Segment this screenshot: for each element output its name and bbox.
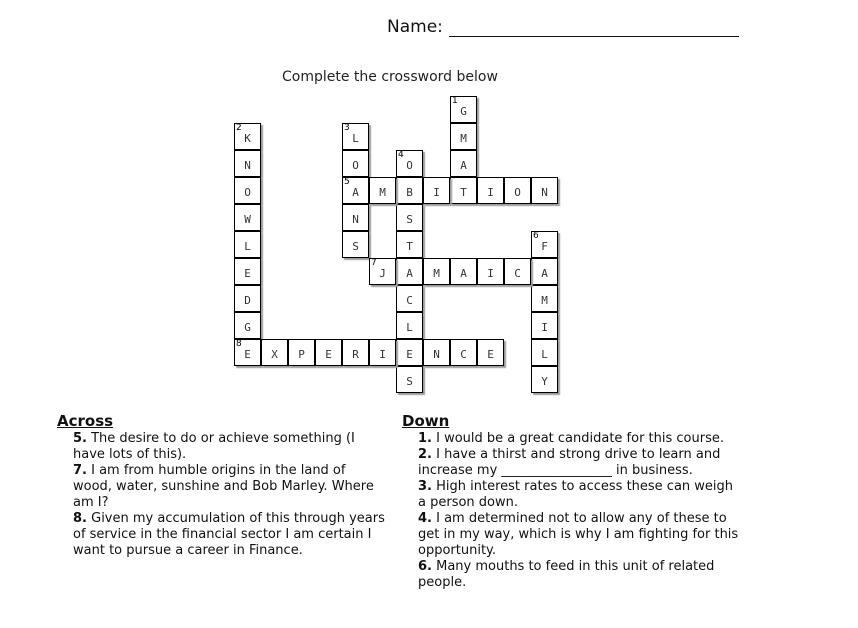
cell-letter: L	[406, 321, 413, 334]
clue-number-label: 4	[398, 150, 404, 160]
cell-letter: N	[433, 348, 440, 361]
crossword-cell[interactable]	[531, 231, 558, 258]
crossword-cell[interactable]	[234, 204, 261, 231]
cell-letter: A	[460, 267, 467, 280]
down-heading: Down	[402, 412, 450, 430]
crossword-cell[interactable]	[423, 177, 450, 204]
crossword-cell[interactable]	[342, 177, 369, 204]
crossword-cell[interactable]	[342, 150, 369, 177]
crossword-cell[interactable]	[450, 123, 477, 150]
clue-number-label: 3	[344, 123, 350, 133]
cell-letter: P	[298, 348, 305, 361]
clue-text: Many mouths to feed in this unit of related people.	[418, 559, 715, 590]
clue-number: 2.	[418, 447, 432, 462]
cell-letter: F	[541, 240, 548, 253]
crossword-cell[interactable]	[234, 285, 261, 312]
cell-letter: M	[433, 267, 440, 280]
cell-letter: E	[406, 348, 413, 361]
crossword-cell[interactable]	[234, 231, 261, 258]
cell-letter: M	[541, 294, 548, 307]
crossword-cell[interactable]	[531, 339, 558, 366]
clue-text: I would be a great candidate for this course.	[431, 431, 725, 446]
crossword-cell[interactable]	[261, 339, 288, 366]
crossword-cell[interactable]	[531, 258, 558, 285]
instructions: Complete the crossword below	[282, 69, 498, 85]
cell-letter: A	[406, 267, 413, 280]
cell-letter: T	[406, 240, 413, 253]
clue-number: 4.	[418, 511, 432, 526]
cell-letter: I	[379, 348, 386, 361]
clue-number: 6.	[418, 559, 432, 574]
cell-letter: W	[244, 213, 251, 226]
clue-number-label: 6	[533, 231, 539, 241]
cell-letter: E	[244, 348, 251, 361]
clue-number: 1.	[418, 431, 432, 446]
clue-across-7	[57, 463, 387, 511]
cell-letter: M	[460, 132, 467, 145]
cell-letter: E	[487, 348, 494, 361]
crossword-cell[interactable]	[423, 258, 450, 285]
cell-letter: O	[514, 186, 521, 199]
cell-letter: N	[244, 159, 251, 172]
crossword-cell[interactable]	[234, 123, 261, 150]
clue-number: 8.	[73, 511, 87, 526]
crossword-cell[interactable]	[342, 231, 369, 258]
clue-number-label: 7	[371, 258, 377, 268]
cell-letter: J	[379, 267, 386, 280]
cell-letter: S	[406, 213, 413, 226]
clue-number-label: 5	[344, 177, 350, 187]
clue-number: 3.	[418, 479, 432, 494]
cell-letter: L	[244, 240, 251, 253]
clue-number-label: 8	[236, 339, 242, 349]
cell-letter: E	[325, 348, 332, 361]
clue-text: I am from humble origins in the land of wood, water, sunshine and Bob Marley. Where am I?	[73, 463, 374, 510]
cell-letter: O	[244, 186, 251, 199]
crossword-cell[interactable]	[369, 339, 396, 366]
crossword-cell[interactable]	[315, 339, 342, 366]
crossword-cell[interactable]	[396, 258, 423, 285]
clue-text: I am determined not to allow any of these to get in my way, which is why I am fighting for this opportunity.	[418, 511, 739, 558]
clue-text: High interest rates to access these can weigh a person down.	[418, 479, 734, 510]
crossword-cell[interactable]	[450, 96, 477, 123]
cell-letter: I	[487, 186, 494, 199]
across-clues	[57, 413, 387, 559]
crossword-cell[interactable]	[504, 258, 531, 285]
clue-down-3	[402, 479, 742, 511]
cell-letter: Y	[541, 375, 548, 388]
down-clues	[402, 413, 742, 591]
crossword-cell[interactable]	[531, 177, 558, 204]
cell-letter: X	[271, 348, 278, 361]
cell-letter: D	[244, 294, 251, 307]
crossword-cell[interactable]	[396, 204, 423, 231]
cell-letter: E	[244, 267, 251, 280]
cell-letter: R	[352, 348, 359, 361]
cell-letter: C	[514, 267, 521, 280]
cell-letter: N	[541, 186, 548, 199]
cell-letter: G	[244, 321, 251, 334]
clue-number-label: 1	[452, 96, 458, 106]
crossword-cell[interactable]	[234, 150, 261, 177]
crossword-cell[interactable]	[531, 312, 558, 339]
clue-across-8	[57, 511, 387, 559]
clue-across-5	[57, 431, 387, 463]
clue-number-label: 2	[236, 123, 242, 133]
crossword-cell[interactable]	[531, 285, 558, 312]
cell-letter: I	[541, 321, 548, 334]
clue-number: 7.	[73, 463, 87, 478]
cell-letter: O	[352, 159, 359, 172]
crossword-cell[interactable]	[396, 312, 423, 339]
clue-number: 5.	[73, 431, 87, 446]
cell-letter: M	[379, 186, 386, 199]
crossword-cell[interactable]	[342, 204, 369, 231]
crossword-cell[interactable]	[396, 285, 423, 312]
crossword-cell[interactable]	[396, 339, 423, 366]
cell-letter: S	[406, 375, 413, 388]
clue-down-4	[402, 511, 742, 559]
cell-letter: T	[460, 186, 467, 199]
cell-letter: A	[460, 159, 467, 172]
cell-letter: L	[541, 348, 548, 361]
cell-letter: S	[352, 240, 359, 253]
crossword-cell[interactable]	[477, 258, 504, 285]
clue-text: I have a thirst and strong drive to learn and increase my _________________ in business.	[418, 447, 721, 478]
cell-letter: I	[433, 186, 440, 199]
clue-text: The desire to do or achieve something (I have lots of this).	[73, 431, 355, 462]
crossword-cell[interactable]	[504, 177, 531, 204]
cell-letter: G	[460, 105, 467, 118]
crossword-cell[interactable]	[396, 150, 423, 177]
across-heading: Across	[57, 412, 114, 430]
cell-letter: L	[352, 132, 359, 145]
crossword-cell[interactable]	[450, 150, 477, 177]
cell-letter: C	[460, 348, 467, 361]
crossword-cell[interactable]	[234, 258, 261, 285]
crossword-cell[interactable]	[234, 312, 261, 339]
crossword-cell[interactable]	[423, 339, 450, 366]
crossword-cell[interactable]	[450, 177, 477, 204]
cell-letter: A	[541, 267, 548, 280]
cell-letter: A	[352, 186, 359, 199]
clue-down-6	[402, 559, 742, 591]
cell-letter: K	[244, 132, 251, 145]
crossword-cell[interactable]	[342, 123, 369, 150]
crossword-cell[interactable]	[477, 177, 504, 204]
cell-letter: C	[406, 294, 413, 307]
crossword-cell[interactable]	[396, 366, 423, 393]
crossword-cell[interactable]	[288, 339, 315, 366]
crossword-cell[interactable]	[450, 339, 477, 366]
crossword-cell[interactable]	[369, 177, 396, 204]
crossword-cell[interactable]	[450, 258, 477, 285]
crossword-cell[interactable]	[396, 231, 423, 258]
crossword-cell[interactable]	[369, 258, 396, 285]
clue-text: Given my accumulation of this through years of service in the financial sector I am certain I want to pursue a career in Finance.	[73, 511, 385, 558]
crossword-cell[interactable]	[531, 366, 558, 393]
cell-letter: I	[487, 267, 494, 280]
name-label: Name:	[387, 17, 443, 37]
crossword-cell[interactable]	[477, 339, 504, 366]
crossword-cell[interactable]	[234, 177, 261, 204]
cell-letter: O	[406, 159, 413, 172]
crossword-cell[interactable]	[396, 177, 423, 204]
crossword-cell[interactable]	[342, 339, 369, 366]
cell-letter: N	[352, 213, 359, 226]
clue-down-1	[402, 431, 742, 447]
crossword-cell[interactable]	[234, 339, 261, 366]
cell-letter: B	[406, 186, 413, 199]
clue-down-2	[402, 447, 742, 479]
